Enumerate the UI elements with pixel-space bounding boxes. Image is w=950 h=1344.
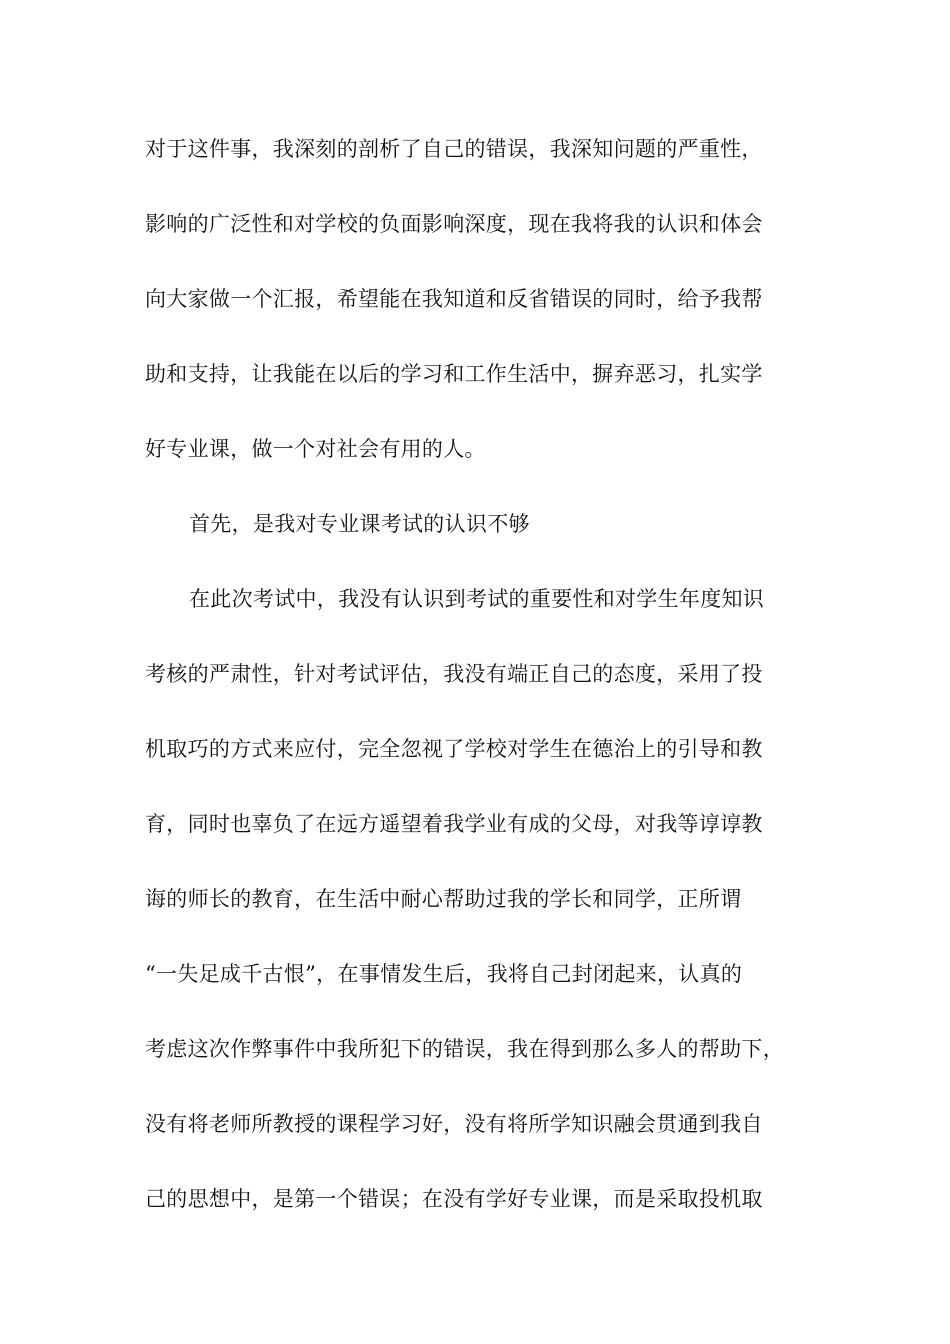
paragraph-line: 对于这件事，我深刻的剖析了自己的错误，我深知问题的严重性， (145, 137, 763, 161)
paragraph-line: “一失足成千古恨”，在事情发生后，我将自己封闭起来，认真的 (145, 962, 743, 986)
paragraph-line: 在此次考试中，我没有认识到考试的重要性和对学生年度知识 (189, 587, 765, 611)
paragraph-line: 机取巧的方式来应付，完全忽视了学校对学生在德治上的引导和教 (145, 737, 763, 761)
paragraph-line: 影响的广泛性和对学校的负面影响深度，现在我将我的认识和体会 (145, 212, 763, 236)
paragraph-line: 好专业课，做一个对社会有用的人。 (145, 437, 486, 461)
paragraph-line: 育，同时也辜负了在远方遥望着我学业有成的父母，对我等谆谆教 (145, 812, 763, 836)
paragraph-line: 没有将老师所教授的课程学习好，没有将所学知识融会贯通到我自 (145, 1112, 763, 1136)
paragraph-line: 向大家做一个汇报，希望能在我知道和反省错误的同时，给予我帮 (145, 287, 763, 311)
section-heading: 首先，是我对专业课考试的认识不够 (189, 512, 530, 536)
paragraph-line: 己的思想中，是第一个错误；在没有学好专业课，而是采取投机取 (145, 1187, 763, 1211)
paragraph-line: 助和支持，让我能在以后的学习和工作生活中，摒弃恶习，扎实学 (145, 362, 763, 386)
paragraph-line: 考核的严肃性，针对考试评估，我没有端正自己的态度，采用了投 (145, 662, 763, 686)
paragraph-line: 考虑这次作弊事件中我所犯下的错误，我在得到那么多人的帮助下， (145, 1037, 784, 1061)
paragraph-line: 诲的师长的教育，在生活中耐心帮助过我的学长和同学，正所谓 (145, 887, 742, 911)
